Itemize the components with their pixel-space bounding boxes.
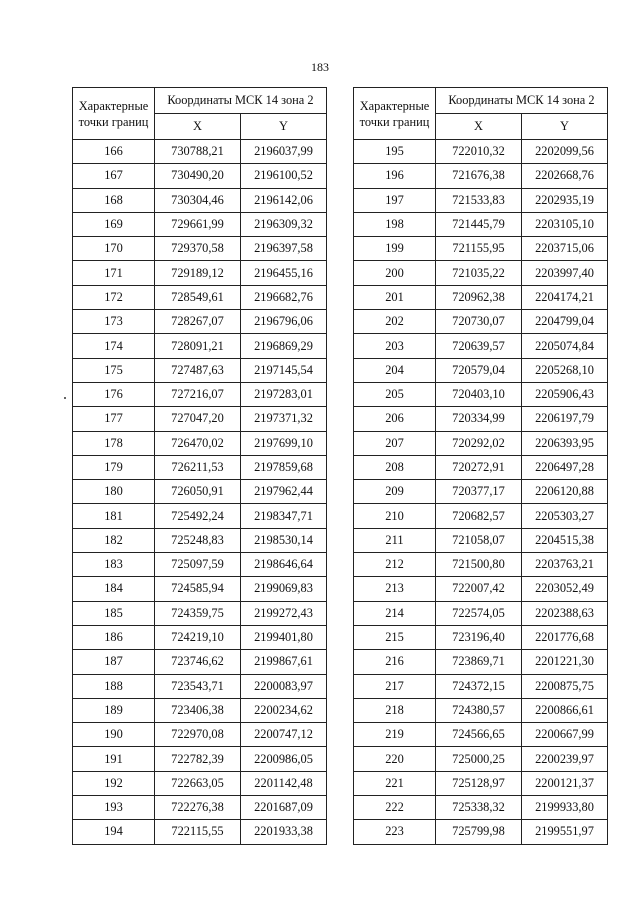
y-coordinate-cell: 2196142,06 bbox=[241, 188, 327, 212]
x-coordinate-cell: 729661,99 bbox=[155, 212, 241, 236]
x-coordinate-cell: 728549,61 bbox=[155, 285, 241, 309]
x-coordinate-cell: 723869,71 bbox=[436, 650, 522, 674]
point-number-cell: 181 bbox=[73, 504, 155, 528]
y-coordinate-cell: 2200083,97 bbox=[241, 674, 327, 698]
table-row bbox=[73, 577, 327, 601]
table-row bbox=[73, 698, 327, 722]
point-number-cell: 201 bbox=[354, 285, 436, 309]
y-coordinate-cell: 2200866,61 bbox=[522, 698, 608, 722]
x-coordinate-cell: 720403,10 bbox=[436, 382, 522, 406]
point-number-cell: 203 bbox=[354, 334, 436, 358]
point-number-cell: 185 bbox=[73, 601, 155, 625]
table-row bbox=[354, 553, 608, 577]
x-coordinate-cell: 723196,40 bbox=[436, 625, 522, 649]
point-number-cell: 205 bbox=[354, 382, 436, 406]
x-coordinate-cell: 724585,94 bbox=[155, 577, 241, 601]
x-coordinate-cell: 724219,10 bbox=[155, 625, 241, 649]
table-row bbox=[354, 820, 608, 844]
y-coordinate-cell: 2203052,49 bbox=[522, 577, 608, 601]
point-number-cell: 198 bbox=[354, 212, 436, 236]
x-coordinate-cell: 720682,57 bbox=[436, 504, 522, 528]
y-coordinate-cell: 2199401,80 bbox=[241, 625, 327, 649]
table-row bbox=[73, 650, 327, 674]
y-coordinate-cell: 2203715,06 bbox=[522, 237, 608, 261]
table-row bbox=[73, 820, 327, 844]
y-coordinate-cell: 2198646,64 bbox=[241, 553, 327, 577]
table-row bbox=[73, 407, 327, 431]
x-coordinate-cell: 725799,98 bbox=[436, 820, 522, 844]
point-number-cell: 196 bbox=[354, 164, 436, 188]
y-coordinate-cell: 2197371,32 bbox=[241, 407, 327, 431]
table-row bbox=[354, 480, 608, 504]
table-row bbox=[73, 188, 327, 212]
table-row bbox=[354, 771, 608, 795]
point-number-cell: 191 bbox=[73, 747, 155, 771]
x-coordinate-cell: 721058,07 bbox=[436, 528, 522, 552]
x-coordinate-cell: 721155,95 bbox=[436, 237, 522, 261]
table-row bbox=[354, 455, 608, 479]
table-row bbox=[73, 528, 327, 552]
table-row bbox=[354, 140, 608, 164]
table-row bbox=[73, 382, 327, 406]
x-coordinate-cell: 722007,42 bbox=[436, 577, 522, 601]
table-row bbox=[354, 310, 608, 334]
x-coordinate-cell: 722574,05 bbox=[436, 601, 522, 625]
point-number-cell: 167 bbox=[73, 164, 155, 188]
x-header: X bbox=[155, 114, 241, 140]
x-coordinate-cell: 728267,07 bbox=[155, 310, 241, 334]
y-coordinate-cell: 2197962,44 bbox=[241, 480, 327, 504]
points-header-line1: Характерные bbox=[359, 98, 430, 113]
point-number-cell: 189 bbox=[73, 698, 155, 722]
table-row bbox=[73, 455, 327, 479]
y-coordinate-cell: 2196309,32 bbox=[241, 212, 327, 236]
points-header-line1: Характерные bbox=[78, 98, 149, 113]
x-coordinate-cell: 723543,71 bbox=[155, 674, 241, 698]
y-coordinate-cell: 2205074,84 bbox=[522, 334, 608, 358]
table-row bbox=[73, 285, 327, 309]
y-coordinate-cell: 2206497,28 bbox=[522, 455, 608, 479]
point-number-cell: 168 bbox=[73, 188, 155, 212]
y-coordinate-cell: 2203105,10 bbox=[522, 212, 608, 236]
point-number-cell: 220 bbox=[354, 747, 436, 771]
x-coordinate-cell: 721035,22 bbox=[436, 261, 522, 285]
point-number-cell: 195 bbox=[354, 140, 436, 164]
point-number-cell: 186 bbox=[73, 625, 155, 649]
table-row bbox=[73, 431, 327, 455]
table-row bbox=[354, 528, 608, 552]
x-coordinate-cell: 721676,38 bbox=[436, 164, 522, 188]
points-header-line2: точки границ bbox=[78, 114, 149, 129]
x-coordinate-cell: 727487,63 bbox=[155, 358, 241, 382]
table-row bbox=[73, 747, 327, 771]
y-coordinate-cell: 2196037,99 bbox=[241, 140, 327, 164]
table-row bbox=[73, 480, 327, 504]
point-number-cell: 170 bbox=[73, 237, 155, 261]
table-row bbox=[354, 358, 608, 382]
y-coordinate-cell: 2201933,38 bbox=[241, 820, 327, 844]
table-row bbox=[73, 358, 327, 382]
table-row bbox=[354, 261, 608, 285]
x-coordinate-cell: 727047,20 bbox=[155, 407, 241, 431]
y-coordinate-cell: 2205906,43 bbox=[522, 382, 608, 406]
point-number-cell: 180 bbox=[73, 480, 155, 504]
point-number-cell: 218 bbox=[354, 698, 436, 722]
point-number-cell: 199 bbox=[354, 237, 436, 261]
y-coordinate-cell: 2200234,62 bbox=[241, 698, 327, 722]
y-coordinate-cell: 2200875,75 bbox=[522, 674, 608, 698]
point-number-cell: 219 bbox=[354, 723, 436, 747]
table-row bbox=[73, 674, 327, 698]
y-coordinate-cell: 2196682,76 bbox=[241, 285, 327, 309]
x-coordinate-cell: 722115,55 bbox=[155, 820, 241, 844]
x-coordinate-cell: 725492,24 bbox=[155, 504, 241, 528]
y-coordinate-cell: 2202099,56 bbox=[522, 140, 608, 164]
x-coordinate-cell: 725338,32 bbox=[436, 796, 522, 820]
x-coordinate-cell: 729189,12 bbox=[155, 261, 241, 285]
table-row bbox=[354, 237, 608, 261]
x-header: X bbox=[436, 114, 522, 140]
point-number-cell: 215 bbox=[354, 625, 436, 649]
y-coordinate-cell: 2206393,95 bbox=[522, 431, 608, 455]
x-coordinate-cell: 730788,21 bbox=[155, 140, 241, 164]
y-coordinate-cell: 2206197,79 bbox=[522, 407, 608, 431]
point-number-cell: 173 bbox=[73, 310, 155, 334]
table-row bbox=[354, 723, 608, 747]
y-coordinate-cell: 2204174,21 bbox=[522, 285, 608, 309]
x-coordinate-cell: 724380,57 bbox=[436, 698, 522, 722]
x-coordinate-cell: 722782,39 bbox=[155, 747, 241, 771]
point-number-cell: 202 bbox=[354, 310, 436, 334]
points-header bbox=[354, 88, 436, 140]
x-coordinate-cell: 720272,91 bbox=[436, 455, 522, 479]
x-coordinate-cell: 723746,62 bbox=[155, 650, 241, 674]
y-coordinate-cell: 2198530,14 bbox=[241, 528, 327, 552]
y-coordinate-cell: 2203763,21 bbox=[522, 553, 608, 577]
y-coordinate-cell: 2202388,63 bbox=[522, 601, 608, 625]
table-row bbox=[73, 601, 327, 625]
point-number-cell: 213 bbox=[354, 577, 436, 601]
table-row bbox=[73, 237, 327, 261]
table-row bbox=[73, 553, 327, 577]
x-coordinate-cell: 722010,32 bbox=[436, 140, 522, 164]
y-coordinate-cell: 2196397,58 bbox=[241, 237, 327, 261]
y-coordinate-cell: 2196455,16 bbox=[241, 261, 327, 285]
x-coordinate-cell: 725000,25 bbox=[436, 747, 522, 771]
table-row bbox=[354, 407, 608, 431]
y-coordinate-cell: 2206120,88 bbox=[522, 480, 608, 504]
table-row bbox=[73, 140, 327, 164]
table-row bbox=[354, 747, 608, 771]
x-coordinate-cell: 720377,17 bbox=[436, 480, 522, 504]
table-row bbox=[73, 625, 327, 649]
y-header: Y bbox=[241, 114, 327, 140]
point-number-cell: 206 bbox=[354, 407, 436, 431]
point-number-cell: 166 bbox=[73, 140, 155, 164]
x-coordinate-cell: 726211,53 bbox=[155, 455, 241, 479]
point-number-cell: 217 bbox=[354, 674, 436, 698]
y-coordinate-cell: 2198347,71 bbox=[241, 504, 327, 528]
y-coordinate-cell: 2202668,76 bbox=[522, 164, 608, 188]
y-coordinate-cell: 2200121,37 bbox=[522, 771, 608, 795]
point-number-cell: 223 bbox=[354, 820, 436, 844]
y-coordinate-cell: 2205303,27 bbox=[522, 504, 608, 528]
y-coordinate-cell: 2201221,30 bbox=[522, 650, 608, 674]
point-number-cell: 208 bbox=[354, 455, 436, 479]
table-row bbox=[73, 310, 327, 334]
x-coordinate-cell: 724359,75 bbox=[155, 601, 241, 625]
x-coordinate-cell: 723406,38 bbox=[155, 698, 241, 722]
x-coordinate-cell: 721533,83 bbox=[436, 188, 522, 212]
y-coordinate-cell: 2201687,09 bbox=[241, 796, 327, 820]
point-number-cell: 190 bbox=[73, 723, 155, 747]
x-coordinate-cell: 720639,57 bbox=[436, 334, 522, 358]
y-coordinate-cell: 2199272,43 bbox=[241, 601, 327, 625]
table-row bbox=[354, 382, 608, 406]
page-number: 183 bbox=[311, 60, 329, 74]
point-number-cell: 172 bbox=[73, 285, 155, 309]
point-number-cell: 197 bbox=[354, 188, 436, 212]
point-number-cell: 212 bbox=[354, 553, 436, 577]
stray-dot bbox=[64, 397, 66, 399]
table-row bbox=[354, 285, 608, 309]
x-coordinate-cell: 722276,38 bbox=[155, 796, 241, 820]
y-coordinate-cell: 2205268,10 bbox=[522, 358, 608, 382]
point-number-cell: 216 bbox=[354, 650, 436, 674]
point-number-cell: 222 bbox=[354, 796, 436, 820]
table-row bbox=[354, 334, 608, 358]
table-row bbox=[73, 212, 327, 236]
table-row bbox=[73, 723, 327, 747]
point-number-cell: 187 bbox=[73, 650, 155, 674]
y-coordinate-cell: 2201776,68 bbox=[522, 625, 608, 649]
point-number-cell: 169 bbox=[73, 212, 155, 236]
y-coordinate-cell: 2199933,80 bbox=[522, 796, 608, 820]
y-coordinate-cell: 2199069,83 bbox=[241, 577, 327, 601]
y-coordinate-cell: 2202935,19 bbox=[522, 188, 608, 212]
y-coordinate-cell: 2196869,29 bbox=[241, 334, 327, 358]
x-coordinate-cell: 726470,02 bbox=[155, 431, 241, 455]
y-coordinate-cell: 2203997,40 bbox=[522, 261, 608, 285]
x-coordinate-cell: 720334,99 bbox=[436, 407, 522, 431]
points-header bbox=[73, 88, 155, 140]
x-coordinate-cell: 730490,20 bbox=[155, 164, 241, 188]
point-number-cell: 200 bbox=[354, 261, 436, 285]
table-row bbox=[354, 601, 608, 625]
x-coordinate-cell: 729370,58 bbox=[155, 237, 241, 261]
x-coordinate-cell: 720579,04 bbox=[436, 358, 522, 382]
table-row bbox=[73, 796, 327, 820]
point-number-cell: 184 bbox=[73, 577, 155, 601]
table-row bbox=[354, 674, 608, 698]
point-number-cell: 207 bbox=[354, 431, 436, 455]
table-row bbox=[73, 771, 327, 795]
point-number-cell: 210 bbox=[354, 504, 436, 528]
x-coordinate-cell: 722970,08 bbox=[155, 723, 241, 747]
table-row bbox=[354, 504, 608, 528]
coords-header: Координаты МСК 14 зона 2 bbox=[155, 88, 327, 114]
point-number-cell: 174 bbox=[73, 334, 155, 358]
x-coordinate-cell: 727216,07 bbox=[155, 382, 241, 406]
table-row bbox=[354, 188, 608, 212]
table-row bbox=[73, 164, 327, 188]
table-row bbox=[354, 698, 608, 722]
y-coordinate-cell: 2197859,68 bbox=[241, 455, 327, 479]
y-coordinate-cell: 2200667,99 bbox=[522, 723, 608, 747]
point-number-cell: 204 bbox=[354, 358, 436, 382]
x-coordinate-cell: 720292,02 bbox=[436, 431, 522, 455]
table-row bbox=[354, 650, 608, 674]
points-header-line2: точки границ bbox=[359, 114, 430, 129]
table-row bbox=[354, 212, 608, 236]
point-number-cell: 192 bbox=[73, 771, 155, 795]
y-coordinate-cell: 2197699,10 bbox=[241, 431, 327, 455]
point-number-cell: 193 bbox=[73, 796, 155, 820]
table-row bbox=[354, 164, 608, 188]
x-coordinate-cell: 722663,05 bbox=[155, 771, 241, 795]
coordinates-table-left bbox=[72, 87, 327, 845]
point-number-cell: 209 bbox=[354, 480, 436, 504]
y-coordinate-cell: 2196796,06 bbox=[241, 310, 327, 334]
point-number-cell: 194 bbox=[73, 820, 155, 844]
y-coordinate-cell: 2200986,05 bbox=[241, 747, 327, 771]
table-row bbox=[73, 261, 327, 285]
table-row bbox=[73, 334, 327, 358]
x-coordinate-cell: 720730,07 bbox=[436, 310, 522, 334]
point-number-cell: 211 bbox=[354, 528, 436, 552]
point-number-cell: 179 bbox=[73, 455, 155, 479]
point-number-cell: 178 bbox=[73, 431, 155, 455]
x-coordinate-cell: 726050,91 bbox=[155, 480, 241, 504]
point-number-cell: 171 bbox=[73, 261, 155, 285]
point-number-cell: 214 bbox=[354, 601, 436, 625]
y-coordinate-cell: 2201142,48 bbox=[241, 771, 327, 795]
y-coordinate-cell: 2204515,38 bbox=[522, 528, 608, 552]
x-coordinate-cell: 730304,46 bbox=[155, 188, 241, 212]
y-coordinate-cell: 2197145,54 bbox=[241, 358, 327, 382]
y-coordinate-cell: 2200239,97 bbox=[522, 747, 608, 771]
point-number-cell: 176 bbox=[73, 382, 155, 406]
table-row bbox=[73, 504, 327, 528]
x-coordinate-cell: 721445,79 bbox=[436, 212, 522, 236]
table-row bbox=[354, 625, 608, 649]
table-row bbox=[354, 577, 608, 601]
table-row bbox=[354, 431, 608, 455]
coords-header: Координаты МСК 14 зона 2 bbox=[436, 88, 608, 114]
coordinates-table-right bbox=[353, 87, 608, 845]
y-coordinate-cell: 2199551,97 bbox=[522, 820, 608, 844]
y-header: Y bbox=[522, 114, 608, 140]
y-coordinate-cell: 2199867,61 bbox=[241, 650, 327, 674]
x-coordinate-cell: 725128,97 bbox=[436, 771, 522, 795]
point-number-cell: 183 bbox=[73, 553, 155, 577]
x-coordinate-cell: 725097,59 bbox=[155, 553, 241, 577]
x-coordinate-cell: 720962,38 bbox=[436, 285, 522, 309]
x-coordinate-cell: 724372,15 bbox=[436, 674, 522, 698]
y-coordinate-cell: 2197283,01 bbox=[241, 382, 327, 406]
y-coordinate-cell: 2204799,04 bbox=[522, 310, 608, 334]
x-coordinate-cell: 724566,65 bbox=[436, 723, 522, 747]
x-coordinate-cell: 728091,21 bbox=[155, 334, 241, 358]
point-number-cell: 175 bbox=[73, 358, 155, 382]
y-coordinate-cell: 2200747,12 bbox=[241, 723, 327, 747]
table-row bbox=[354, 796, 608, 820]
point-number-cell: 182 bbox=[73, 528, 155, 552]
y-coordinate-cell: 2196100,52 bbox=[241, 164, 327, 188]
point-number-cell: 177 bbox=[73, 407, 155, 431]
x-coordinate-cell: 721500,80 bbox=[436, 553, 522, 577]
point-number-cell: 188 bbox=[73, 674, 155, 698]
x-coordinate-cell: 725248,83 bbox=[155, 528, 241, 552]
point-number-cell: 221 bbox=[354, 771, 436, 795]
